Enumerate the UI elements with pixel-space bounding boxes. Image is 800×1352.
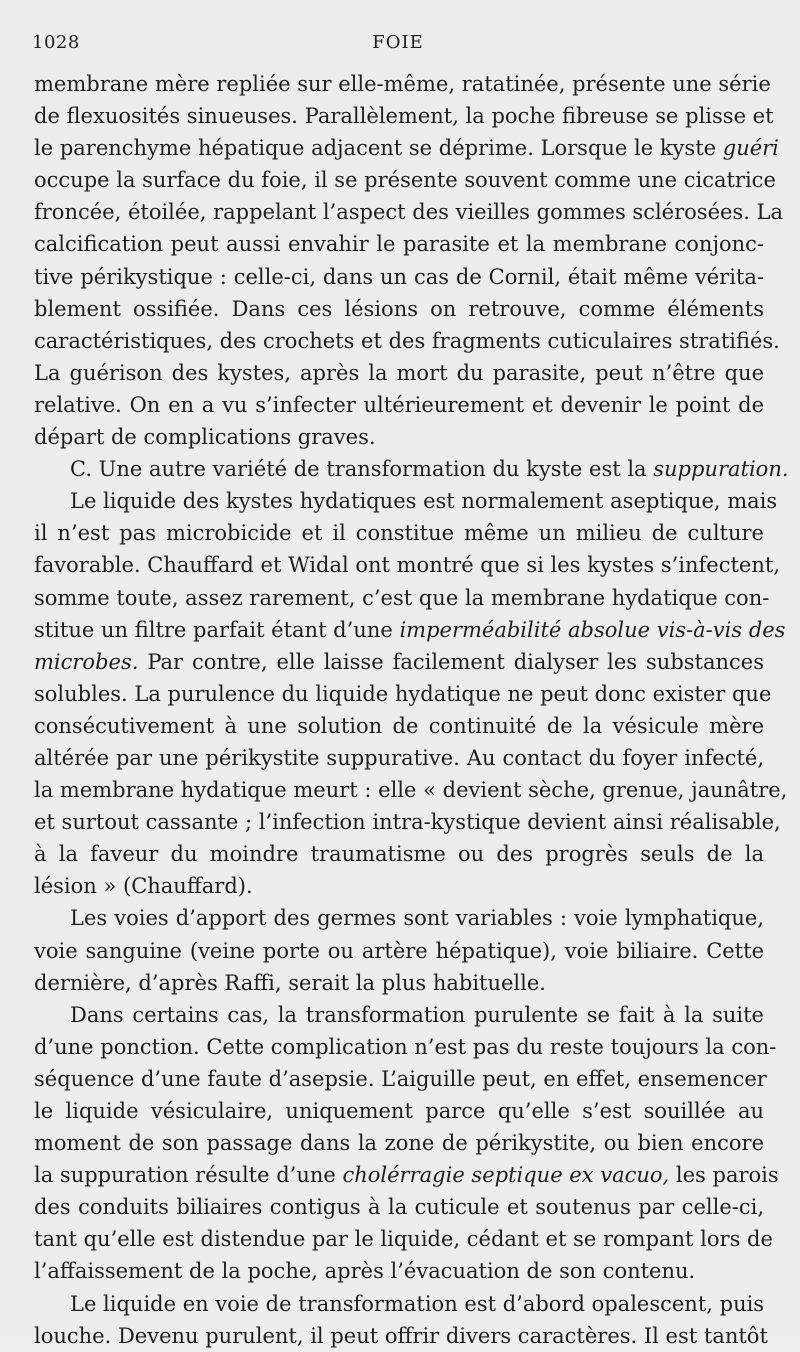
line-text: stitue un filtre parfait étant d’une <box>34 617 400 642</box>
text-line <box>34 389 764 421</box>
text-line <box>34 453 789 485</box>
line-text-tail: les parois <box>669 1163 779 1188</box>
line-text: altérée par une périkystite suppurative. Au contact du foyer infecté, <box>34 745 764 770</box>
text-line <box>34 1031 777 1063</box>
text-line <box>34 710 764 742</box>
text-line <box>34 549 780 581</box>
line-text: favorable. Chauffard et Widal ont montré que si les kystes s’infectent, <box>34 553 780 578</box>
text-line <box>34 517 764 549</box>
line-text: le parenchyme hépatique adjacent se déprime. Lorsque le kyste <box>34 136 723 161</box>
line-text: blement ossifiée. Dans ces lésions on retrouve, comme éléments <box>34 296 764 321</box>
text-line <box>34 100 774 132</box>
text-line <box>34 774 788 806</box>
line-text: il n’est pas microbicide et il constitue même un milieu de culture <box>34 521 764 546</box>
line-text: membrane mère repliée sur elle-même, ratatinée, présente une série <box>34 72 771 96</box>
line-text: La guérison des kystes, après la mort du parasite, peut n’être que <box>34 360 764 385</box>
italic-phrase: suppuration. <box>653 457 789 482</box>
page-header <box>32 32 764 58</box>
line-text: dernière, d’après Raffi, serait la plus habituelle. <box>34 970 546 995</box>
line-text: solubles. La purulence du liquide hydatique ne peut donc exister que <box>34 681 772 706</box>
line-text: voie sanguine (veine porte ou artère hépatique), voie biliaire. Cette <box>34 938 764 963</box>
text-line <box>34 614 786 646</box>
text-line <box>34 1095 764 1127</box>
line-text: Par contre, elle laisse facilement dialyser les substances <box>138 649 764 674</box>
text-line <box>34 68 771 100</box>
line-text: l’affaissement de la poche, après l’évacuation de son contenu. <box>34 1259 696 1284</box>
line-text: tive périkystique : celle-ci, dans un cas de Cornil, était même vérita- <box>34 264 764 289</box>
italic-phrase: microbes. <box>34 649 139 674</box>
line-text: consécutivement à une solution de continuité de la vésicule mère <box>34 713 764 738</box>
page-number: 1028 <box>32 32 80 53</box>
line-text: calcification peut aussi envahir le parasite et la membrane conjonc- <box>34 232 764 257</box>
text-line <box>34 742 764 774</box>
line-text: Le liquide des kystes hydatiques est normalement aseptique, mais <box>70 489 778 514</box>
text-line <box>34 485 778 517</box>
text-line <box>34 806 781 838</box>
text-line <box>34 870 764 902</box>
line-text: départ de complications graves. <box>34 425 376 450</box>
text-line <box>34 1063 767 1095</box>
line-text: somme toute, assez rarement, c’est que la membrane hydatique con- <box>34 585 770 610</box>
text-line <box>34 164 776 196</box>
line-text: louche. Devenu purulent, il peut offrir divers caractères. Il est tantôt <box>34 1323 768 1348</box>
line-text: froncée, étoilée, rappelant l’aspect des vieilles gommes sclérosées. La <box>34 200 784 225</box>
text-line <box>34 1288 764 1320</box>
text-line <box>34 1223 773 1255</box>
text-line <box>34 1255 764 1287</box>
text-line <box>34 1159 779 1191</box>
text-line <box>34 228 764 260</box>
italic-phrase: imperméabilité absolue vis-à-vis des <box>399 617 786 642</box>
line-text: Le liquide en voie de transformation est d’abord opalescent, puis <box>70 1291 765 1316</box>
line-text: lésion » (Chauffard). <box>34 874 253 899</box>
body-text <box>34 68 789 1352</box>
line-text: le liquide vésiculaire, uniquement parce qu’elle s’est souillée au <box>34 1099 764 1123</box>
text-line <box>34 582 770 614</box>
line-text: relative. On en a vu s’infecter ultérieurement et devenir le point de <box>34 392 764 417</box>
text-line <box>34 357 764 389</box>
text-line <box>34 132 779 164</box>
text-line <box>34 1191 764 1223</box>
text-line <box>34 838 764 870</box>
line-text: Les voies d’apport des germes sont variables : voie lymphatique, <box>70 906 764 931</box>
line-text: Dans certains cas, la transformation purulente se fait à la suite <box>70 1002 764 1027</box>
line-text: à la faveur du moindre traumatisme ou des progrès seuls de la <box>34 842 764 867</box>
text-line <box>34 967 764 999</box>
text-line <box>34 261 764 293</box>
line-text: C. Une autre variété de transformation du kyste est la <box>70 457 654 482</box>
line-text: tant qu’elle est distendue par le liquide, cédant et se rompant lors de <box>34 1227 773 1252</box>
text-line <box>34 325 780 357</box>
text-line <box>34 935 764 967</box>
text-line <box>34 678 772 710</box>
line-text: caractéristiques, des crochets et des fragments cuticulaires stratifiés. <box>34 328 780 353</box>
text-line <box>34 421 764 453</box>
line-text: séquence d’une faute d’asepsie. L’aiguille peut, en effet, ensemencer <box>34 1066 767 1091</box>
running-title: FOIE <box>372 32 424 53</box>
italic-phrase: guéri <box>722 136 779 161</box>
text-line <box>34 1127 764 1159</box>
line-text: occupe la surface du foie, il se présente souvent comme une cicatrice <box>34 168 776 193</box>
line-text: des conduits biliaires contigus à la cuticule et soutenus par celle-ci, <box>34 1195 764 1220</box>
line-text: et surtout cassante ; l’infection intra-kystique devient ainsi réalisable, <box>34 810 781 835</box>
text-line <box>34 646 764 678</box>
line-text: de flexuosités sinueuses. Parallèlement, la poche fibreuse se plisse et <box>34 104 774 129</box>
text-line <box>34 196 784 228</box>
text-line <box>34 999 764 1031</box>
text-line <box>34 1320 768 1352</box>
text-line <box>34 293 764 325</box>
text-line <box>34 902 764 934</box>
line-text: la suppuration résulte d’une <box>34 1163 343 1188</box>
line-text: d’une ponction. Cette complication n’est pas du reste toujours la con- <box>34 1034 777 1059</box>
line-text: moment de son passage dans la zone de périkystite, ou bien encore <box>34 1131 764 1156</box>
italic-phrase: cholérragie septique ex vacuo, <box>342 1163 670 1188</box>
line-text: la membrane hydatique meurt : elle « devient sèche, grenue, jaunâtre, <box>34 778 788 803</box>
